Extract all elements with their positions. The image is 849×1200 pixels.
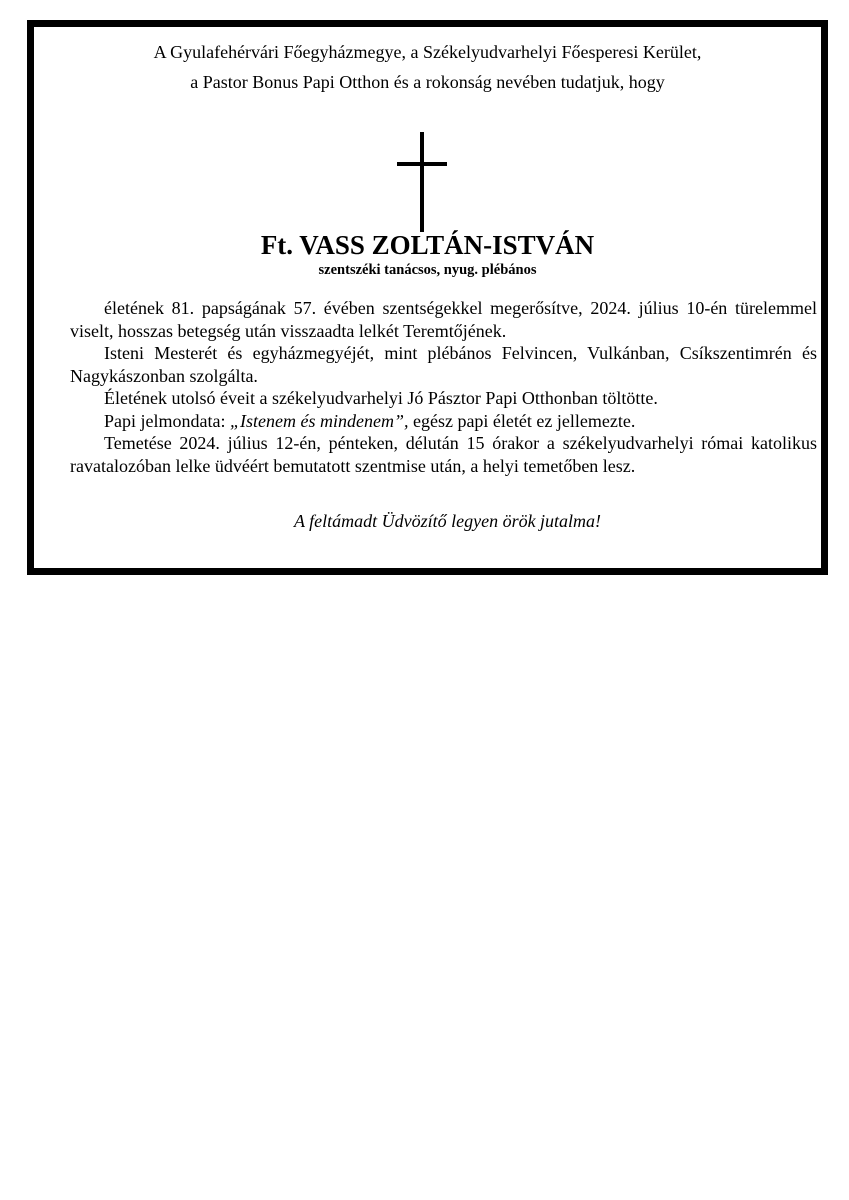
intro-text [34,37,821,97]
obituary-notice [27,20,828,575]
body-paragraph-funeral: Temetése 2024. július 12-én, pénteken, délután 15 órakor a székelyudvarhelyi római katolikus ravatalozóban lelke üdvéért bemutatott szentmise után, a helyi temetőben lesz. [70,433,817,476]
closing-blessing: A feltámadt Üdvözítő legyen örök jutalma! [293,511,602,531]
intro-line-1: A Gyulafehérvári Főegyházmegye, a Székelyudvarhelyi Főesperesi Kerület, [153,42,702,62]
deceased-title: szentszéki tanácsos, nyug. plébános [318,262,537,278]
motto-suffix: egész papi életét ez jellemezte. [408,410,636,431]
body-paragraph-retirement: Életének utolsó éveit a székelyudvarhelyi Jó Pásztor Papi Otthonban töltötte. [104,388,658,408]
body-paragraph-service: Isteni Mesterét és egyházmegyéjét, mint plébános Felvincen, Vulkánban, Csíkszentimrén és Nagykászonban szolgálta. [70,343,817,386]
motto-quote: „Istenem és mindenem”, [229,410,409,431]
body-paragraph-motto [70,410,817,433]
cross-horizontal-bar [397,162,447,166]
body-paragraph-death: életének 81. papságának 57. évében szentségekkel megerősítve, 2024. július 10-én türelemmel viselt, hosszas betegség után visszaadta lelkét Teremtőjének. [70,298,817,341]
motto-prefix: Papi jelmondata: [104,410,230,431]
latin-cross-icon [397,132,447,232]
intro-line-2: a Pastor Bonus Papi Otthon és a rokonság nevében tudatjuk, hogy [190,72,665,92]
cross-vertical-bar [420,132,424,232]
deceased-name: Ft. VASS ZOLTÁN-ISTVÁN [260,230,595,260]
obituary-body [70,297,817,477]
